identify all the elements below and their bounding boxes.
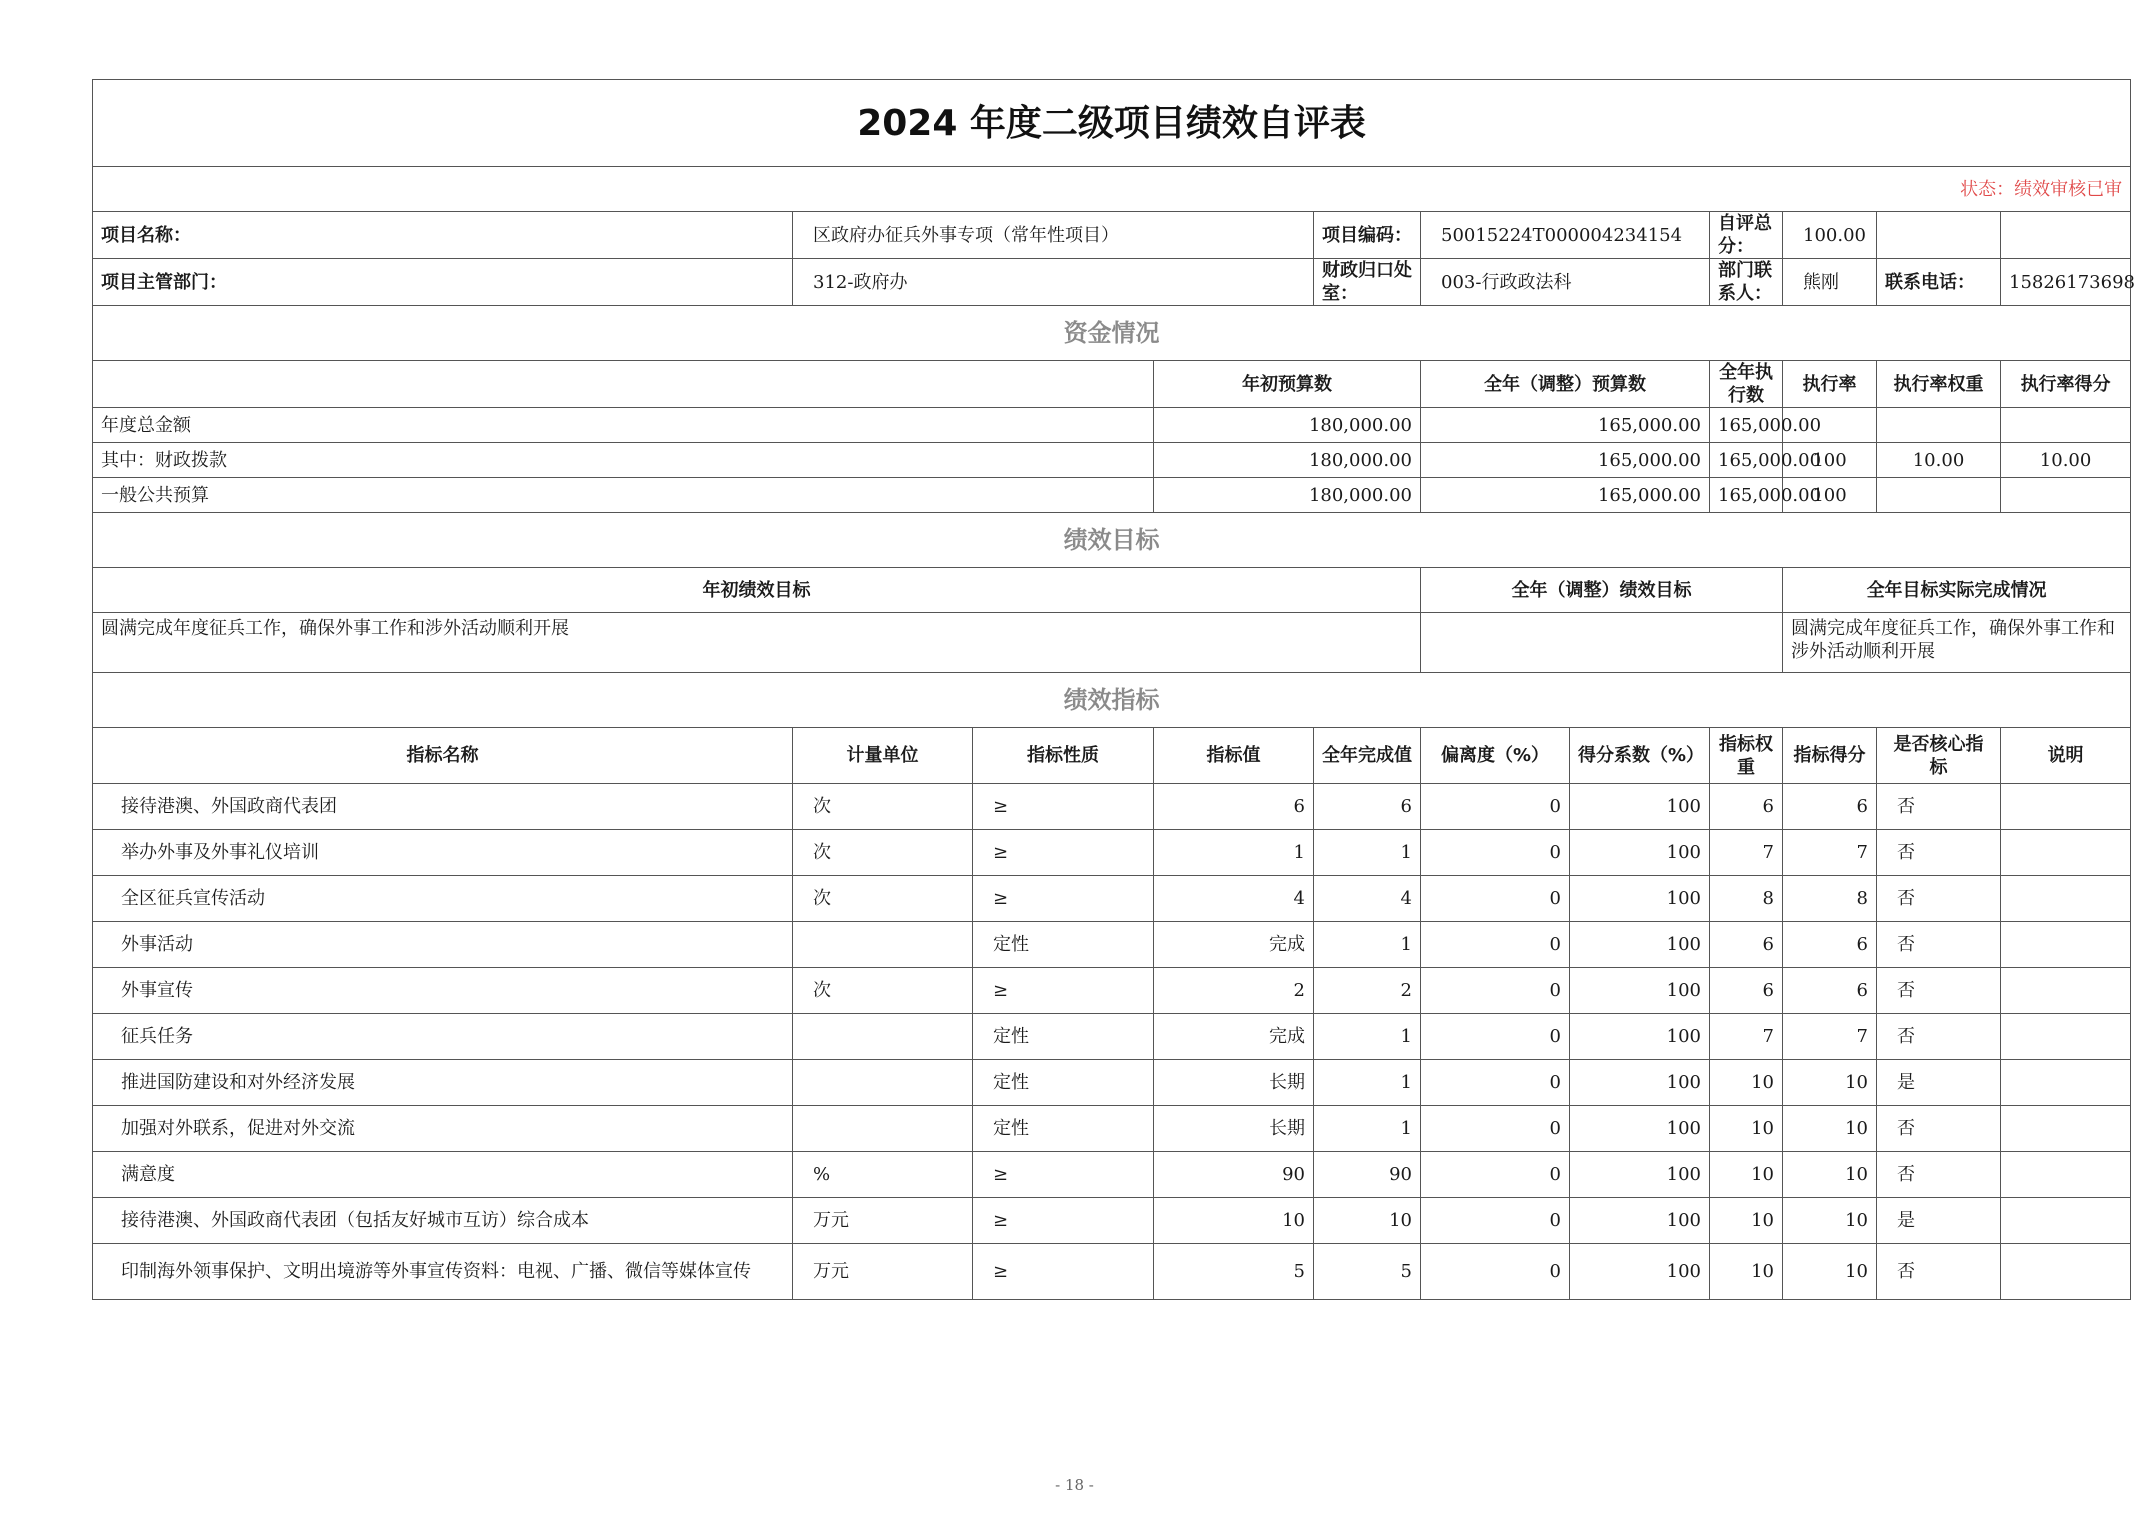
- header-core: 是否核心指标: [1877, 728, 2001, 784]
- funds-row-rate-score: [2001, 478, 2131, 513]
- indicator-target: 长期: [1154, 1106, 1314, 1152]
- project-name-label: 项目名称：: [93, 212, 793, 259]
- indicators-section-title: 绩效指标: [93, 673, 2131, 728]
- funds-row-name: 其中：财政拨款: [93, 443, 1154, 478]
- indicator-core: 否: [1877, 1152, 2001, 1198]
- indicator-row: [93, 830, 2131, 876]
- indicator-row: [93, 1244, 2131, 1300]
- indicator-target: 4: [1154, 876, 1314, 922]
- indicator-row: [93, 784, 2131, 830]
- funds-header-initial: 年初预算数: [1154, 361, 1421, 408]
- indicator-unit: [793, 1060, 973, 1106]
- indicator-name: 接待港澳、外国政商代表团（包括友好城市互访）综合成本: [93, 1198, 793, 1244]
- indicator-target: 6: [1154, 784, 1314, 830]
- indicator-row: [93, 1198, 2131, 1244]
- indicator-score: 6: [1783, 784, 1877, 830]
- contact-person-label: 部门联系人：: [1710, 259, 1783, 306]
- indicator-score: 10: [1783, 1106, 1877, 1152]
- funds-header-rate-weight: 执行率权重: [1877, 361, 2001, 408]
- funds-header-executed: 全年执行数: [1710, 361, 1783, 408]
- funds-row-rate: 100: [1783, 478, 1877, 513]
- indicator-deviation: 0: [1421, 1106, 1570, 1152]
- funds-row-adjusted: 165,000.00: [1421, 478, 1710, 513]
- indicator-score: 10: [1783, 1198, 1877, 1244]
- funds-row-name: 一般公共预算: [93, 478, 1154, 513]
- empty-cell: [1877, 212, 2001, 259]
- indicator-weight: 10: [1710, 1060, 1783, 1106]
- indicator-score: 10: [1783, 1244, 1877, 1300]
- indicator-remarks: [2001, 830, 2131, 876]
- funds-row-initial: 180,000.00: [1154, 443, 1421, 478]
- indicator-core: 否: [1877, 968, 2001, 1014]
- indicator-core: 否: [1877, 1014, 2001, 1060]
- goals-header-initial: 年初绩效目标: [93, 568, 1421, 613]
- indicator-score: 8: [1783, 876, 1877, 922]
- funds-row-initial: 180,000.00: [1154, 478, 1421, 513]
- indicator-weight: 6: [1710, 968, 1783, 1014]
- indicator-completed: 90: [1314, 1152, 1421, 1198]
- indicator-deviation: 0: [1421, 1014, 1570, 1060]
- indicator-deviation: 0: [1421, 1198, 1570, 1244]
- header-weight: 指标权重: [1710, 728, 1783, 784]
- indicator-name: 外事宣传: [93, 968, 793, 1014]
- funds-row-rate-weight: [1877, 408, 2001, 443]
- indicator-remarks: [2001, 1106, 2131, 1152]
- goals-header-row: [93, 568, 2131, 613]
- indicators-section-row: [93, 673, 2131, 728]
- funds-header-row: [93, 361, 2131, 408]
- indicator-nature: ≥: [973, 1152, 1154, 1198]
- indicator-deviation: 0: [1421, 968, 1570, 1014]
- header-indicator-name: 指标名称: [93, 728, 793, 784]
- indicator-target: 完成: [1154, 922, 1314, 968]
- contact-person-value: 熊刚: [1783, 259, 1877, 306]
- indicator-weight: 8: [1710, 876, 1783, 922]
- funds-row: [93, 443, 2131, 478]
- indicator-completed: 10: [1314, 1198, 1421, 1244]
- finance-office-value: 003-行政政法科: [1421, 259, 1710, 306]
- page-number: - 18 -: [1055, 1476, 1094, 1494]
- indicator-deviation: 0: [1421, 830, 1570, 876]
- indicator-name: 外事活动: [93, 922, 793, 968]
- indicator-weight: 6: [1710, 784, 1783, 830]
- indicator-weight: 10: [1710, 1244, 1783, 1300]
- project-name-value: 区政府办征兵外事专项（常年性项目）: [793, 212, 1314, 259]
- indicator-unit: [793, 1014, 973, 1060]
- indicator-weight: 10: [1710, 1106, 1783, 1152]
- header-target-value: 指标值: [1154, 728, 1314, 784]
- indicator-coefficient: 100: [1570, 968, 1710, 1014]
- indicator-core: 否: [1877, 1106, 2001, 1152]
- indicator-target: 长期: [1154, 1060, 1314, 1106]
- indicators-header-row: [93, 728, 2131, 784]
- status-badge: 状态：绩效审核已审: [93, 167, 2131, 212]
- indicator-nature: ≥: [973, 968, 1154, 1014]
- funds-row-adjusted: 165,000.00: [1421, 408, 1710, 443]
- indicator-core: 是: [1877, 1060, 2001, 1106]
- indicator-remarks: [2001, 1014, 2131, 1060]
- indicator-remarks: [2001, 922, 2131, 968]
- goals-section-row: [93, 513, 2131, 568]
- indicator-row: [93, 968, 2131, 1014]
- indicator-row: [93, 1060, 2131, 1106]
- indicator-completed: 1: [1314, 1060, 1421, 1106]
- indicator-coefficient: 100: [1570, 1106, 1710, 1152]
- indicator-unit: [793, 922, 973, 968]
- indicator-coefficient: 100: [1570, 830, 1710, 876]
- indicator-remarks: [2001, 1152, 2131, 1198]
- indicator-name: 接待港澳、外国政商代表团: [93, 784, 793, 830]
- header-remarks: 说明: [2001, 728, 2131, 784]
- indicator-unit: 次: [793, 968, 973, 1014]
- indicator-name: 征兵任务: [93, 1014, 793, 1060]
- finance-office-label: 财政归口处室：: [1314, 259, 1421, 306]
- total-score-value: 100.00: [1783, 212, 1877, 259]
- indicator-deviation: 0: [1421, 784, 1570, 830]
- indicator-weight: 10: [1710, 1152, 1783, 1198]
- goals-header-actual: 全年目标实际完成情况: [1783, 568, 2131, 613]
- indicator-remarks: [2001, 876, 2131, 922]
- indicator-core: 否: [1877, 784, 2001, 830]
- indicator-weight: 10: [1710, 1198, 1783, 1244]
- indicator-unit: 次: [793, 876, 973, 922]
- indicator-score: 6: [1783, 922, 1877, 968]
- indicator-row: [93, 876, 2131, 922]
- indicator-coefficient: 100: [1570, 1198, 1710, 1244]
- department-value: 312-政府办: [793, 259, 1314, 306]
- indicator-row: [93, 1152, 2131, 1198]
- funds-header-rate: 执行率: [1783, 361, 1877, 408]
- info-row-1: [93, 212, 2131, 259]
- indicator-deviation: 0: [1421, 876, 1570, 922]
- indicator-nature: ≥: [973, 876, 1154, 922]
- indicator-completed: 1: [1314, 830, 1421, 876]
- indicator-score: 6: [1783, 968, 1877, 1014]
- indicator-unit: %: [793, 1152, 973, 1198]
- header-unit: 计量单位: [793, 728, 973, 784]
- indicator-remarks: [2001, 1060, 2131, 1106]
- self-evaluation-sheet: [92, 79, 2135, 1300]
- funds-header-rate-score: 执行率得分: [2001, 361, 2131, 408]
- indicator-coefficient: 100: [1570, 1014, 1710, 1060]
- empty-cell: [2001, 212, 2131, 259]
- indicator-remarks: [2001, 1198, 2131, 1244]
- indicator-score: 10: [1783, 1152, 1877, 1198]
- funds-row-rate: 100: [1783, 443, 1877, 478]
- indicator-remarks: [2001, 1244, 2131, 1300]
- indicator-coefficient: 100: [1570, 784, 1710, 830]
- indicator-name: 举办外事及外事礼仪培训: [93, 830, 793, 876]
- goal-adjusted-text: [1421, 613, 1783, 673]
- indicator-target: 2: [1154, 968, 1314, 1014]
- indicator-row: [93, 1014, 2131, 1060]
- project-code-value: 50015224T000004234154: [1421, 212, 1710, 259]
- indicator-coefficient: 100: [1570, 922, 1710, 968]
- indicator-nature: 定性: [973, 1106, 1154, 1152]
- evaluation-table: [92, 79, 2135, 1300]
- indicator-core: 否: [1877, 922, 2001, 968]
- indicator-completed: 1: [1314, 922, 1421, 968]
- funds-row-executed: 165,000.00: [1710, 443, 1783, 478]
- goals-section-title: 绩效目标: [93, 513, 2131, 568]
- indicator-completed: 5: [1314, 1244, 1421, 1300]
- header-score-coefficient: 得分系数（%）: [1570, 728, 1710, 784]
- indicator-target: 5: [1154, 1244, 1314, 1300]
- indicator-weight: 7: [1710, 830, 1783, 876]
- indicator-nature: ≥: [973, 1244, 1154, 1300]
- indicator-nature: 定性: [973, 922, 1154, 968]
- indicator-coefficient: 100: [1570, 1244, 1710, 1300]
- indicator-deviation: 0: [1421, 1152, 1570, 1198]
- indicator-unit: 万元: [793, 1198, 973, 1244]
- goals-header-adjusted: 全年（调整）绩效目标: [1421, 568, 1783, 613]
- funds-row-adjusted: 165,000.00: [1421, 443, 1710, 478]
- header-deviation: 偏离度（%）: [1421, 728, 1570, 784]
- indicator-nature: 定性: [973, 1060, 1154, 1106]
- indicator-unit: 次: [793, 784, 973, 830]
- page-title: 2024 年度二级项目绩效自评表: [93, 80, 2131, 167]
- funds-row-rate-score: 10.00: [2001, 443, 2131, 478]
- indicator-name: 印制海外领事保护、文明出境游等外事宣传资料：电视、广播、微信等媒体宣传: [93, 1244, 793, 1300]
- indicator-completed: 6: [1314, 784, 1421, 830]
- phone-value: 15826173698: [2001, 259, 2131, 306]
- indicator-remarks: [2001, 968, 2131, 1014]
- indicator-deviation: 0: [1421, 1244, 1570, 1300]
- indicator-completed: 4: [1314, 876, 1421, 922]
- indicator-nature: ≥: [973, 1198, 1154, 1244]
- goal-initial-text: 圆满完成年度征兵工作，确保外事工作和涉外活动顺利开展: [93, 613, 1421, 673]
- funds-row: [93, 408, 2131, 443]
- indicator-coefficient: 100: [1570, 876, 1710, 922]
- funds-row-rate-weight: 10.00: [1877, 443, 2001, 478]
- indicator-unit: [793, 1106, 973, 1152]
- header-nature: 指标性质: [973, 728, 1154, 784]
- indicator-unit: 次: [793, 830, 973, 876]
- indicator-core: 否: [1877, 876, 2001, 922]
- indicator-completed: 2: [1314, 968, 1421, 1014]
- funds-row-initial: 180,000.00: [1154, 408, 1421, 443]
- phone-label: 联系电话：: [1877, 259, 2001, 306]
- total-score-label: 自评总分：: [1710, 212, 1783, 259]
- indicator-nature: 定性: [973, 1014, 1154, 1060]
- indicator-row: [93, 922, 2131, 968]
- indicator-score: 7: [1783, 830, 1877, 876]
- department-label: 项目主管部门：: [93, 259, 793, 306]
- indicator-name: 全区征兵宣传活动: [93, 876, 793, 922]
- funds-row-rate-weight: [1877, 478, 2001, 513]
- funds-row-rate-score: [2001, 408, 2131, 443]
- indicator-score: 7: [1783, 1014, 1877, 1060]
- goals-content-row: [93, 613, 2131, 673]
- funds-header-adjusted: 全年（调整）预算数: [1421, 361, 1710, 408]
- indicator-score: 10: [1783, 1060, 1877, 1106]
- funds-row-name: 年度总金额: [93, 408, 1154, 443]
- funds-row-executed: 165,000.00: [1710, 408, 1783, 443]
- funds-section-row: [93, 306, 2131, 361]
- header-score: 指标得分: [1783, 728, 1877, 784]
- indicator-name: 满意度: [93, 1152, 793, 1198]
- funds-section-title: 资金情况: [93, 306, 2131, 361]
- indicator-nature: ≥: [973, 784, 1154, 830]
- funds-row: [93, 478, 2131, 513]
- indicator-row: [93, 1106, 2131, 1152]
- indicator-core: 否: [1877, 1244, 2001, 1300]
- indicator-completed: 1: [1314, 1014, 1421, 1060]
- indicator-target: 90: [1154, 1152, 1314, 1198]
- goal-actual-text: 圆满完成年度征兵工作，确保外事工作和涉外活动顺利开展: [1783, 613, 2131, 673]
- indicator-nature: ≥: [973, 830, 1154, 876]
- indicator-completed: 1: [1314, 1106, 1421, 1152]
- indicator-name: 推进国防建设和对外经济发展: [93, 1060, 793, 1106]
- project-code-label: 项目编码：: [1314, 212, 1421, 259]
- funds-row-executed: 165,000.00: [1710, 478, 1783, 513]
- indicator-unit: 万元: [793, 1244, 973, 1300]
- info-row-2: [93, 259, 2131, 306]
- indicator-deviation: 0: [1421, 922, 1570, 968]
- indicator-weight: 6: [1710, 922, 1783, 968]
- indicator-target: 10: [1154, 1198, 1314, 1244]
- indicator-remarks: [2001, 784, 2131, 830]
- funds-header-blank: [93, 361, 1154, 408]
- indicator-core: 是: [1877, 1198, 2001, 1244]
- indicator-deviation: 0: [1421, 1060, 1570, 1106]
- indicator-core: 否: [1877, 830, 2001, 876]
- header-completed-value: 全年完成值: [1314, 728, 1421, 784]
- indicator-name: 加强对外联系，促进对外交流: [93, 1106, 793, 1152]
- indicator-target: 1: [1154, 830, 1314, 876]
- indicator-coefficient: 100: [1570, 1152, 1710, 1198]
- indicator-target: 完成: [1154, 1014, 1314, 1060]
- indicator-coefficient: 100: [1570, 1060, 1710, 1106]
- indicator-weight: 7: [1710, 1014, 1783, 1060]
